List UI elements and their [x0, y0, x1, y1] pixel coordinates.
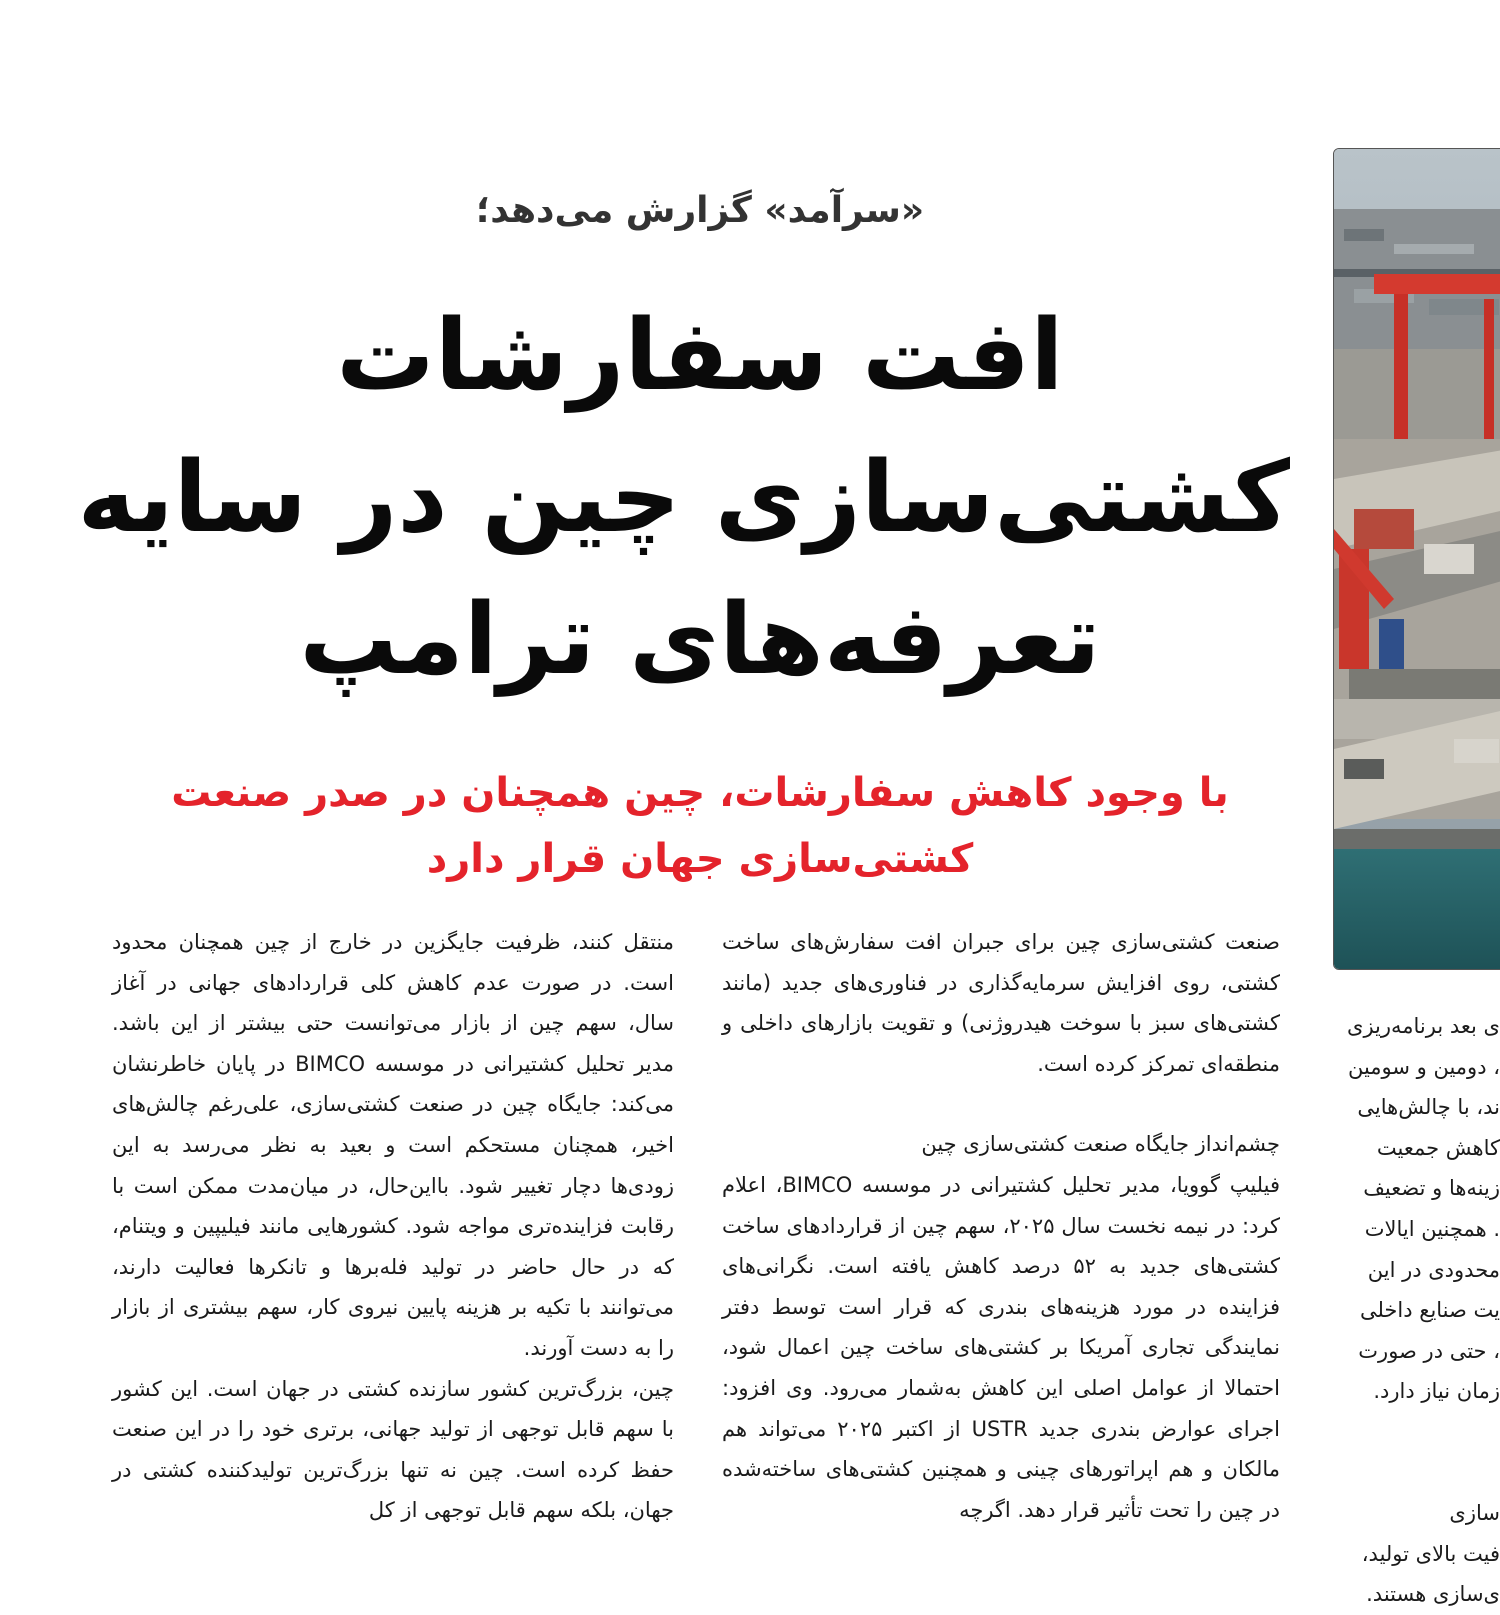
- article-headline: [77, 285, 1290, 711]
- section-title: چشم‌انداز جایگاه صنعت کشتی‌سازی چین: [921, 1132, 1280, 1157]
- shipyard-photo: [1333, 148, 1500, 970]
- left-column: [112, 922, 674, 1531]
- right-line: ی‌سازی هستند.: [1366, 1582, 1500, 1607]
- right-line: ند، با چالش‌هایی: [1357, 1095, 1500, 1120]
- right-line: [1332, 1453, 1500, 1494]
- right-line: سازی: [1449, 1501, 1500, 1526]
- subhead-line-2: کشتی‌سازی جهان قرار دارد: [426, 836, 974, 882]
- right-line: محدودی در این: [1367, 1257, 1500, 1282]
- shipyard-image: [1334, 149, 1500, 969]
- subhead-line-1: با وجود کاهش سفارشات، چین همچنان در صدر صنعت: [171, 770, 1229, 816]
- right-line: یت صنایع داخلی: [1359, 1298, 1500, 1323]
- article-subhead: [150, 760, 1250, 892]
- right-line: زینه‌ها و تضعیف: [1363, 1176, 1500, 1201]
- middle-intro-paragraph: صنعت کشتی‌سازی چین برای جبران افت سفارش‌های ساخت کشتی، روی افزایش سرمایه‌گذاری در فناوری‌های جدید (مانند کشتی‌های سبز با سوخت هیدروژنی) و تقویت بازارهای داخلی و منطقه‌ای تمرکز کرده است.: [722, 930, 1280, 1076]
- left-paragraph-2: چین، بزرگ‌ترین کشور سازنده کشتی در جهان است. این کشور با سهم قابل توجهی از تولید جهانی، برتری خود را در این صنعت حفظ کرده است. چین نه تنها بزرگ‌ترین تولیدکننده کشتی در جهان، بلکه سهم قابل توجهی از کل: [112, 1376, 674, 1523]
- left-paragraph-1: منتقل کنند، ظرفیت جایگزین در خارج از چین همچنان محدود است. در صورت عدم کاهش کلی قراردادهای جهانی در آغاز سال، سهم چین از بازار می‌توانست حتی بیشتر از این باشد. مدیر تحلیل کشتیرانی در موسسه BIMCO در پایان خاطرنشان می‌کند: جایگاه چین در صنعت کشتی‌سازی، علی‌رغم چالش‌های اخیر، همچنان مستحکم است و بعید به نظر می‌رسد به این زودی‌ها دچار تغییر شود. بااین‌حال، در میان‌مدت ممکن است با رقابت فزاینده‌تری مواجه شود. کشورهایی مانند فیلیپین و ویتنام، که در حال حاضر در تولید فله‌برها و تانکرها فعالیت دارند، می‌توانند با تکیه بر هزینه پایین نیروی کار، سهم بیشتری از بازار را به دست آورند.: [112, 930, 674, 1360]
- right-column-partial: [1332, 1006, 1500, 1615]
- right-line: فیت بالای تولید،: [1361, 1541, 1500, 1566]
- right-line: زمان نیاز دارد.: [1373, 1379, 1500, 1404]
- right-line: . همچنین ایالات: [1364, 1216, 1500, 1241]
- headline-line-1: افت سفارشات: [336, 299, 1064, 413]
- right-line: [1332, 1412, 1500, 1453]
- headline-line-2: کشتی‌سازی چین در سایه: [77, 441, 1290, 555]
- headline-line-3: تعرفه‌های ترامپ: [299, 583, 1101, 697]
- right-line: ی بعد برنامه‌ریزی: [1347, 1014, 1500, 1038]
- middle-body-paragraph: فیلیپ گوویا، مدیر تحلیل کشتیرانی در موسسه BIMCO، اعلام کرد: در نیمه نخست سال ۲۰۲۵، سهم چین از قراردادهای ساخت کشتی‌های جدید به ۵۲ درصد کاهش یافته است. نگرانی‌های فزاینده در مورد هزینه‌های بندری که قرار است توسط دفتر نمایندگی تجاری آمریکا بر کشتی‌های ساخت چین اعمال شود، احتمالا از عوامل اصلی این کاهش به‌شمار می‌رود. وی افزود: اجرای عوارض بندری جدید USTR از اکتبر ۲۰۲۵ می‌تواند هم مالکان و هم اپراتورهای چینی و همچنین کشتی‌های ساخته‌شده در چین را تحت تأثیر قرار دهد. اگرچه: [722, 1172, 1280, 1522]
- right-line: ، حتی در صورت: [1358, 1338, 1500, 1363]
- middle-column: [722, 922, 1280, 1530]
- article-kicker: «سرآمد» گزارش می‌دهد؛: [475, 190, 925, 231]
- right-line: ، دومین و سومین: [1347, 1054, 1500, 1079]
- right-line: کاهش جمعیت: [1376, 1135, 1500, 1160]
